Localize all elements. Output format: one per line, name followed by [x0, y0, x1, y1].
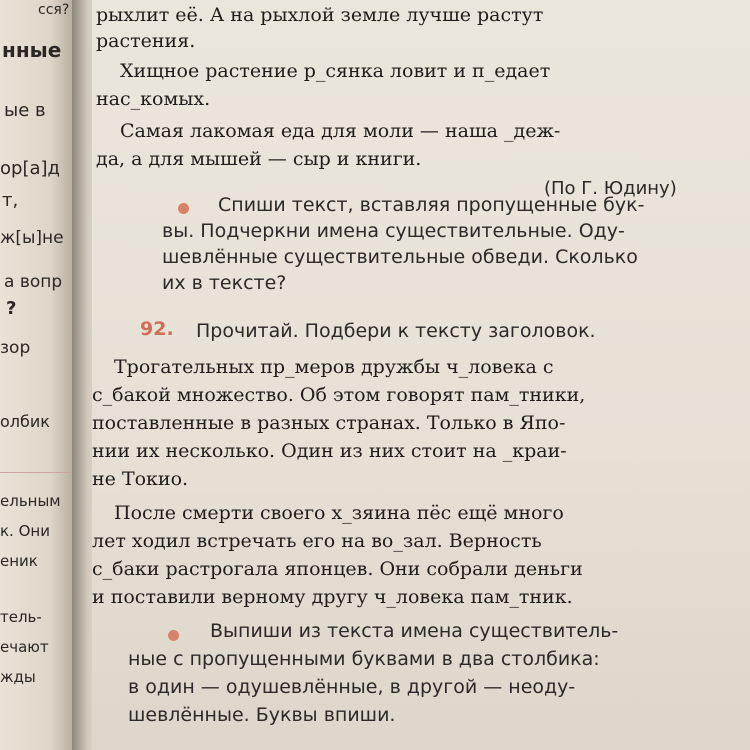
text-line: да, а для мышей — сыр и книги.	[96, 148, 422, 170]
text-line: нас_комых.	[96, 88, 211, 110]
task-line: вы. Подчеркни имена существительные. Оду-	[162, 220, 625, 242]
left-fragment: ельным	[0, 492, 61, 510]
attribution: (По Г. Юдину)	[544, 178, 677, 199]
text-line: Самая лакомая еда для моли — наша _деж-	[120, 120, 561, 142]
text-line: и поставили верному другу ч_ловека пам_тник.	[92, 586, 573, 608]
left-fragment: сся?	[38, 2, 70, 18]
task-line: Спиши текст, вставляя пропущенные бук-	[218, 194, 645, 216]
left-fragment: а вопр	[4, 272, 63, 292]
left-fragment: тель-	[0, 608, 42, 626]
left-fragment: ж[ы]не	[0, 228, 64, 248]
task-line: в один — одушевлённые, в другой — неоду-	[128, 676, 576, 698]
left-fragment: олбик	[0, 412, 50, 431]
left-fragment: к. Они	[0, 522, 50, 540]
left-fragment: ые в	[4, 100, 46, 121]
text-line: нии их несколько. Один из них стоит на _краи-	[92, 440, 567, 462]
left-page	[0, 0, 72, 750]
text-line: После смерти своего х_зяина пёс ещё много	[114, 502, 564, 524]
task-bullet-icon	[168, 630, 179, 641]
task-bullet-icon	[178, 203, 189, 214]
text-line: лет ходил встречать его на во_зал. Верность	[92, 530, 542, 552]
text-line: Хищное растение р_сянка ловит и п_едает	[120, 60, 551, 82]
text-line: с_бакой множество. Об этом говорят пам_тники,	[92, 384, 586, 406]
right-page	[92, 0, 750, 750]
exercise-instruction: Прочитай. Подбери к тексту заголовок.	[196, 320, 596, 342]
text-line: с_баки растрогала японцев. Они собрали деньги	[92, 558, 583, 580]
left-fragment: еник	[0, 552, 38, 570]
text-line: поставленные в разных странах. Только в Япо-	[92, 412, 566, 434]
left-fragment: ?	[6, 298, 17, 319]
text-line: растения.	[96, 30, 196, 52]
left-fragment: нные	[2, 38, 62, 62]
left-fragment: ор[а]д	[0, 158, 60, 179]
left-fragment: ечают	[0, 638, 49, 656]
text-line: Трогательных пр_меров дружбы ч_ловека с	[114, 356, 554, 378]
left-fragment: зор	[0, 338, 31, 358]
left-divider	[0, 472, 72, 473]
left-fragment: т,	[2, 190, 19, 211]
text-line: не Токио.	[92, 468, 189, 490]
task-line: ные с пропущенными буквами в два столбика:	[128, 648, 600, 670]
text-line: рыхлит её. А на рыхлой земле лучше растут	[96, 4, 544, 26]
task-line: шевлённые существительные обведи. Сколько	[162, 246, 638, 268]
task-line: Выпиши из текста имена существитель-	[210, 620, 619, 642]
left-fragment: жды	[0, 668, 36, 686]
exercise-number: 92.	[140, 318, 174, 340]
task-line: их в тексте?	[162, 272, 287, 294]
task-line: шевлённые. Буквы впиши.	[128, 704, 396, 726]
